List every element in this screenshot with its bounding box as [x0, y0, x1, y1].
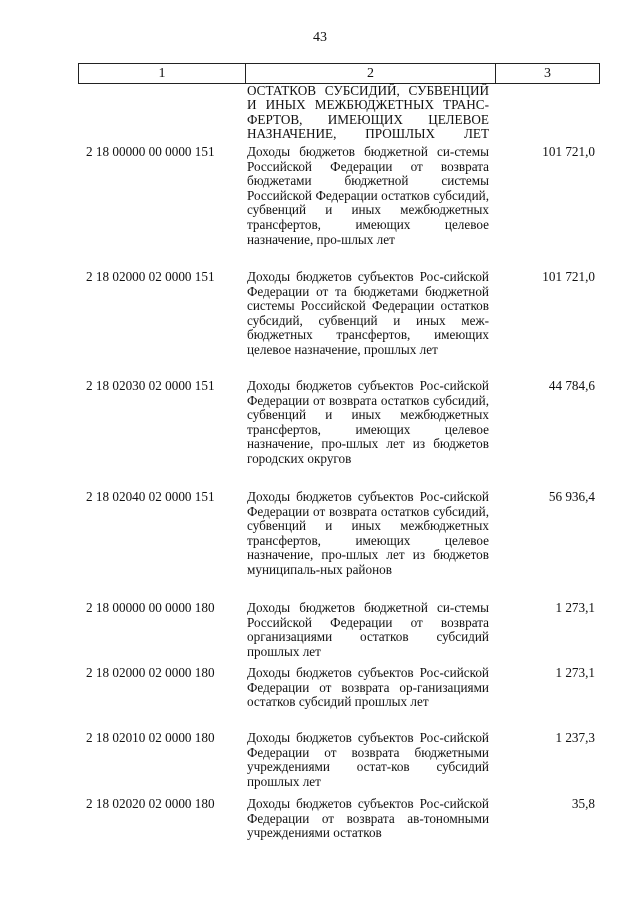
row-description: Доходы бюджетов субъектов Рос-сийской Федерации от возврата остатков субсидий, субвенций и иных межбюджетных трансфертов, имеющих целевое назначение, про-шлых лет из бюджетов городских округов — [247, 378, 489, 466]
row-amount: 1 273,1 — [555, 600, 595, 615]
row-amount: 1 273,1 — [555, 665, 595, 680]
row-amount: 44 784,6 — [548, 378, 595, 393]
table-header-row — [78, 63, 600, 84]
row-description: Доходы бюджетов субъектов Рос-сийской Федерации от та бюджетами бюджетной системы Российской Федерации остатков субсидий, субвенций и иных меж-бюджетных трансфертов, имеющих целевое назначение, прошлых лет — [247, 269, 489, 357]
page-number: 43 — [313, 30, 327, 45]
row-code: 2 18 02020 02 0000 180 — [86, 796, 215, 811]
header-col-1: 1 — [79, 64, 246, 83]
row-amount: 101 721,0 — [542, 269, 595, 284]
row-code: 2 18 02000 02 0000 180 — [86, 665, 215, 680]
row-code: 2 18 00000 00 0000 151 — [86, 144, 215, 159]
row-code: 2 18 02000 02 0000 151 — [86, 269, 215, 284]
header-col-3: 3 — [544, 65, 551, 81]
row-description: Доходы бюджетов бюджетной си-стемы Российской Федерации от возврата бюджетами бюджетной системы Российской Федерации остатков субсидий, субвенций и иных межбюджетных трансфертов, имеющих целевое назначение, про-шлых лет — [247, 144, 489, 247]
row-description: Доходы бюджетов субъектов Рос-сийской Федерации от возврата бюджетными учреждениями остат-ков субсидий прошлых лет — [247, 730, 489, 789]
row-amount: 1 237,3 — [555, 730, 595, 745]
row-description: Доходы бюджетов бюджетной си-стемы Российской Федерации от возврата организациями остатков субсидий прошлых лет — [247, 600, 489, 659]
row-description: Доходы бюджетов субъектов Рос-сийской Федерации от возврата ав-тономными учреждениями остатков — [247, 796, 489, 841]
row-amount: 56 936,4 — [548, 489, 595, 504]
row-code: 2 18 02010 02 0000 180 — [86, 730, 215, 745]
continuation-text: ОСТАТКОВ СУБСИДИЙ, СУБВЕНЦИЙ И ИНЫХ МЕЖБЮДЖЕТНЫХ ТРАНС-ФЕРТОВ, ИМЕЮЩИХ ЦЕЛЕВОЕ НАЗНАЧЕНИЕ, ПРОШЛЫХ ЛЕТ — [247, 83, 489, 142]
row-description: Доходы бюджетов субъектов Рос-сийской Федерации от возврата ор-ганизациями остатков субсидий прошлых лет — [247, 665, 489, 710]
header-col-2: 2 — [246, 64, 496, 83]
row-amount: 35,8 — [571, 796, 595, 811]
row-description: Доходы бюджетов субъектов Рос-сийской Федерации от возврата остатков субсидий, субвенций и иных межбюджетных трансфертов, имеющих целевое назначение, про-шлых лет из бюджетов муниципаль-ных районов — [247, 489, 489, 577]
row-code: 2 18 02040 02 0000 151 — [86, 489, 215, 504]
row-amount: 101 721,0 — [542, 144, 595, 159]
row-code: 2 18 00000 00 0000 180 — [86, 600, 215, 615]
row-code: 2 18 02030 02 0000 151 — [86, 378, 215, 393]
